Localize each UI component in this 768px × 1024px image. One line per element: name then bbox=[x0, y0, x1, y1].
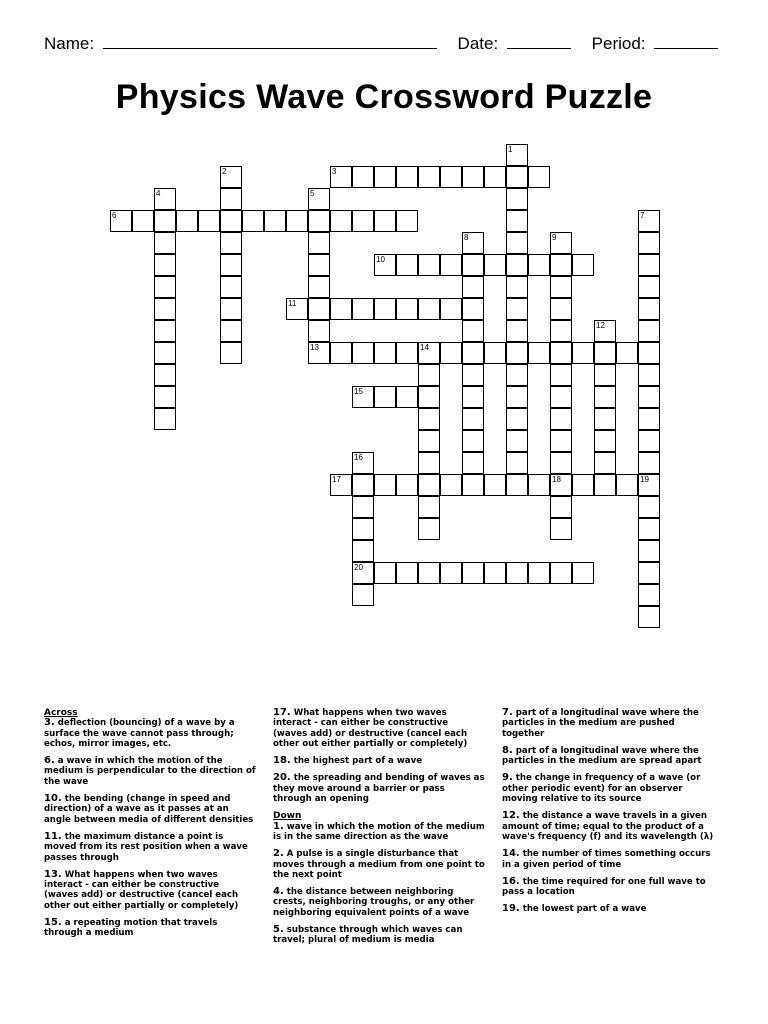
grid-cell[interactable] bbox=[418, 298, 440, 320]
grid-cell[interactable] bbox=[638, 518, 660, 540]
clue-down bbox=[502, 877, 717, 898]
page-title: Physics Wave Crossword Puzzle bbox=[115, 78, 653, 116]
clue-down bbox=[502, 849, 717, 870]
grid-cell[interactable] bbox=[220, 320, 242, 342]
clue-text: the bending (change in speed and direction) of a wave as it passes at an angle between media of different densities bbox=[44, 794, 254, 825]
grid-cell[interactable] bbox=[396, 210, 418, 232]
grid-cell[interactable] bbox=[264, 210, 286, 232]
grid-cell[interactable] bbox=[638, 386, 660, 408]
grid-cell[interactable] bbox=[352, 518, 374, 540]
grid-cell[interactable] bbox=[418, 166, 440, 188]
grid-cell[interactable] bbox=[440, 474, 462, 496]
clue-num: 7. bbox=[502, 707, 513, 718]
grid-cell[interactable] bbox=[352, 166, 374, 188]
clue-number: 5 bbox=[310, 189, 315, 198]
grid-cell[interactable] bbox=[418, 496, 440, 518]
grid-cell[interactable] bbox=[594, 408, 616, 430]
grid-cell[interactable] bbox=[638, 342, 660, 364]
clue-num: 19. bbox=[502, 903, 520, 915]
grid-cell[interactable] bbox=[550, 342, 572, 364]
clue-text: What happens when two waves interact - can either be constructive (waves add) or destructive (cancel each other out either partially or completely) bbox=[273, 708, 468, 749]
grid-cell[interactable] bbox=[440, 254, 462, 276]
grid-cell[interactable] bbox=[396, 474, 418, 496]
clue-across bbox=[44, 718, 256, 749]
grid-cell[interactable] bbox=[154, 364, 176, 386]
grid-cell[interactable] bbox=[506, 254, 528, 276]
clue-across bbox=[44, 918, 256, 939]
grid-cell[interactable] bbox=[638, 320, 660, 342]
grid-cell[interactable] bbox=[418, 474, 440, 496]
grid-cell[interactable] bbox=[638, 298, 660, 320]
grid-cell[interactable] bbox=[550, 562, 572, 584]
grid-cell[interactable] bbox=[308, 320, 330, 342]
clue-number: 7 bbox=[640, 211, 645, 220]
clue-text: part of a longitudinal wave where the particles in the medium are spread apart bbox=[502, 745, 702, 767]
grid-cell[interactable] bbox=[462, 386, 484, 408]
grid-cell[interactable] bbox=[638, 254, 660, 276]
grid-cell[interactable] bbox=[220, 232, 242, 254]
clue-number: 12 bbox=[596, 321, 605, 330]
clue-down bbox=[273, 849, 485, 880]
clue-text: the spreading and bending of waves as they move around a barrier or pass through an opening bbox=[273, 773, 485, 805]
clue-text: a repeating motion that travels through a medium bbox=[44, 918, 218, 939]
grid-cell[interactable] bbox=[484, 254, 506, 276]
grid-cell[interactable] bbox=[506, 364, 528, 386]
grid-cell[interactable] bbox=[462, 364, 484, 386]
grid-cell[interactable] bbox=[638, 364, 660, 386]
clue-text: What happens when two waves interact - can either be constructive (waves add) or destructive (cancel each other out either partially or completely) bbox=[44, 869, 239, 911]
clue-text: the maximum distance a point is moved from its rest position when a wave passes through bbox=[44, 831, 248, 863]
grid-cell[interactable] bbox=[506, 342, 528, 364]
grid-cell[interactable] bbox=[506, 232, 528, 254]
clue-text: the lowest part of a wave bbox=[519, 904, 647, 915]
grid-cell[interactable] bbox=[440, 562, 462, 584]
grid-cell[interactable] bbox=[638, 276, 660, 298]
clue-number: 13 bbox=[310, 343, 319, 352]
clue-text: the number of times something occurs in a given period of time bbox=[502, 849, 711, 870]
grid-cell[interactable] bbox=[506, 562, 528, 584]
grid-cell[interactable] bbox=[594, 386, 616, 408]
grid-cell[interactable] bbox=[132, 210, 154, 232]
clue-number: 16 bbox=[354, 453, 363, 462]
grid-cell[interactable] bbox=[462, 298, 484, 320]
grid-cell[interactable] bbox=[418, 518, 440, 540]
grid-cell[interactable] bbox=[638, 452, 660, 474]
grid-cell[interactable] bbox=[550, 518, 572, 540]
grid-cell[interactable] bbox=[374, 342, 396, 364]
clue-text: the distance between neighboring crests, neighboring troughs, or any other neighboring equivalent points of a wave bbox=[273, 887, 475, 918]
grid-cell[interactable] bbox=[638, 232, 660, 254]
clue-number: 17 bbox=[332, 475, 341, 484]
grid-cell[interactable] bbox=[572, 254, 594, 276]
grid-cell[interactable] bbox=[242, 210, 264, 232]
clue-down bbox=[502, 904, 717, 914]
clue-down bbox=[502, 746, 717, 767]
down-heading: Down bbox=[273, 811, 302, 822]
grid-cell[interactable] bbox=[572, 474, 594, 496]
grid-cell[interactable] bbox=[418, 452, 440, 474]
clue-text: A pulse is a single disturbance that moves through a medium from one point to the next point bbox=[273, 849, 485, 880]
grid-cell[interactable] bbox=[154, 298, 176, 320]
clue-down bbox=[273, 887, 485, 918]
grid-cell[interactable] bbox=[506, 320, 528, 342]
grid-cell[interactable] bbox=[220, 276, 242, 298]
grid-cell[interactable] bbox=[220, 342, 242, 364]
grid-cell[interactable] bbox=[550, 386, 572, 408]
grid-cell[interactable] bbox=[462, 320, 484, 342]
clue-column-3 bbox=[502, 708, 717, 922]
grid-cell[interactable] bbox=[462, 254, 484, 276]
clue-number: 18 bbox=[552, 475, 561, 484]
grid-cell[interactable] bbox=[154, 232, 176, 254]
clue-num: 3. bbox=[44, 717, 55, 729]
grid-cell[interactable] bbox=[396, 386, 418, 408]
grid-cell[interactable] bbox=[396, 562, 418, 584]
clue-num: 2. bbox=[273, 848, 284, 860]
date-label: Date: bbox=[457, 34, 499, 53]
clue-text: the change in frequency of a wave (or other periodic event) for an observer moving relative to its source bbox=[502, 773, 701, 805]
grid-cell[interactable] bbox=[550, 430, 572, 452]
name-label: Name: bbox=[44, 34, 95, 53]
clue-down bbox=[502, 773, 717, 804]
clue-text: part of a longitudinal wave where the particles in the medium are pushed together bbox=[502, 708, 699, 739]
grid-cell[interactable] bbox=[506, 188, 528, 210]
grid-cell[interactable] bbox=[638, 540, 660, 562]
grid-cell[interactable] bbox=[572, 562, 594, 584]
grid-cell[interactable] bbox=[462, 342, 484, 364]
grid-cell[interactable] bbox=[308, 298, 330, 320]
grid-cell[interactable] bbox=[462, 452, 484, 474]
grid-cell[interactable] bbox=[352, 496, 374, 518]
grid-cell[interactable] bbox=[638, 496, 660, 518]
grid-cell[interactable] bbox=[528, 166, 550, 188]
grid-cell[interactable] bbox=[462, 166, 484, 188]
grid-cell[interactable] bbox=[352, 540, 374, 562]
clue-num: 20. bbox=[273, 772, 291, 784]
grid-cell[interactable] bbox=[484, 166, 506, 188]
clue-down bbox=[502, 708, 717, 739]
grid-cell[interactable] bbox=[374, 166, 396, 188]
grid-cell[interactable] bbox=[638, 408, 660, 430]
grid-cell[interactable] bbox=[374, 210, 396, 232]
clue-down bbox=[273, 822, 485, 843]
grid-cell[interactable] bbox=[506, 386, 528, 408]
clue-num: 4. bbox=[273, 886, 284, 898]
grid-cell[interactable] bbox=[462, 408, 484, 430]
grid-cell[interactable] bbox=[330, 342, 352, 364]
grid-cell[interactable] bbox=[352, 342, 374, 364]
clue-num: 1. bbox=[273, 820, 284, 832]
clue-number: 14 bbox=[420, 343, 429, 352]
clue-number: 4 bbox=[156, 189, 161, 198]
grid-cell[interactable] bbox=[550, 496, 572, 518]
grid-cell[interactable] bbox=[638, 584, 660, 606]
clue-num: 14. bbox=[502, 848, 520, 860]
clue-across bbox=[273, 708, 485, 749]
grid-cell[interactable] bbox=[154, 210, 176, 232]
grid-cell[interactable] bbox=[462, 430, 484, 452]
grid-cell[interactable] bbox=[506, 474, 528, 496]
grid-cell[interactable] bbox=[616, 342, 638, 364]
grid-cell[interactable] bbox=[330, 210, 352, 232]
grid-cell[interactable] bbox=[352, 474, 374, 496]
period-label: Period: bbox=[591, 34, 646, 53]
clue-text: wave in which the motion of the medium is in the same direction as the wave bbox=[273, 821, 485, 842]
grid-cell[interactable] bbox=[396, 342, 418, 364]
grid-cell[interactable] bbox=[352, 210, 374, 232]
grid-cell[interactable] bbox=[484, 562, 506, 584]
clue-num: 11. bbox=[44, 830, 62, 842]
grid-cell[interactable] bbox=[220, 298, 242, 320]
clue-num: 8. bbox=[502, 744, 513, 756]
grid-cell[interactable] bbox=[198, 210, 220, 232]
grid-cell[interactable] bbox=[418, 562, 440, 584]
grid-cell[interactable] bbox=[506, 210, 528, 232]
grid-cell[interactable] bbox=[594, 452, 616, 474]
clue-number: 19 bbox=[640, 475, 649, 484]
grid-cell[interactable] bbox=[440, 342, 462, 364]
grid-cell[interactable] bbox=[484, 342, 506, 364]
grid-cell[interactable] bbox=[550, 254, 572, 276]
grid-cell[interactable] bbox=[462, 474, 484, 496]
grid-cell[interactable] bbox=[396, 254, 418, 276]
grid-cell[interactable] bbox=[154, 408, 176, 430]
clue-text: the distance a wave travels in a given amount of time; equal to the product of a wave's frequency (f) and its wavelength (λ) bbox=[502, 811, 714, 842]
clue-down bbox=[273, 925, 485, 946]
grid-cell[interactable] bbox=[506, 276, 528, 298]
clue-text: deflection (bouncing) of a wave by a surface the wave cannot pass through; echos, mirror images, etc. bbox=[44, 718, 235, 749]
grid-cell[interactable] bbox=[638, 430, 660, 452]
clue-across bbox=[44, 870, 256, 911]
grid-cell[interactable] bbox=[594, 364, 616, 386]
grid-cell[interactable] bbox=[594, 474, 616, 496]
grid-cell[interactable] bbox=[220, 210, 242, 232]
grid-cell[interactable] bbox=[286, 210, 308, 232]
grid-cell[interactable] bbox=[440, 166, 462, 188]
clue-num: 13. bbox=[44, 868, 62, 880]
grid-cell[interactable] bbox=[330, 298, 352, 320]
grid-cell[interactable] bbox=[550, 452, 572, 474]
grid-cell[interactable] bbox=[528, 562, 550, 584]
grid-cell[interactable] bbox=[440, 298, 462, 320]
clue-number: 11 bbox=[288, 299, 297, 308]
grid-cell[interactable] bbox=[374, 386, 396, 408]
grid-cell[interactable] bbox=[418, 364, 440, 386]
clue-number: 8 bbox=[464, 233, 469, 242]
clue-across bbox=[44, 832, 256, 863]
clue-text: a wave in which the motion of the medium is perpendicular to the direction of the wave bbox=[44, 756, 256, 787]
grid-cell[interactable] bbox=[396, 166, 418, 188]
clue-column-2 bbox=[273, 708, 485, 953]
clue-num: 17. bbox=[273, 707, 291, 718]
grid-cell[interactable] bbox=[154, 276, 176, 298]
clue-number: 15 bbox=[354, 387, 363, 396]
clue-column-1 bbox=[44, 708, 256, 946]
grid-cell[interactable] bbox=[638, 562, 660, 584]
grid-cell[interactable] bbox=[484, 474, 506, 496]
grid-cell[interactable] bbox=[594, 342, 616, 364]
clue-num: 12. bbox=[502, 810, 520, 822]
grid-cell[interactable] bbox=[528, 254, 550, 276]
grid-cell[interactable] bbox=[352, 298, 374, 320]
grid-cell[interactable] bbox=[506, 408, 528, 430]
clue-num: 10. bbox=[44, 793, 62, 805]
grid-cell[interactable] bbox=[154, 254, 176, 276]
grid-cell[interactable] bbox=[220, 254, 242, 276]
clue-num: 6. bbox=[44, 755, 55, 767]
grid-cell[interactable] bbox=[638, 606, 660, 628]
clue-num: 18. bbox=[273, 755, 291, 767]
grid-cell[interactable] bbox=[594, 430, 616, 452]
clue-num: 15. bbox=[44, 917, 62, 929]
clue-number: 2 bbox=[222, 167, 227, 176]
grid-cell[interactable] bbox=[550, 364, 572, 386]
clue-across bbox=[273, 756, 485, 766]
clue-text: substance through which waves can travel; plural of medium is media bbox=[273, 925, 463, 946]
grid-cell[interactable] bbox=[308, 276, 330, 298]
grid-cell[interactable] bbox=[418, 408, 440, 430]
clue-number: 10 bbox=[376, 255, 385, 264]
clue-across bbox=[44, 794, 256, 825]
grid-cell[interactable] bbox=[396, 298, 418, 320]
across-heading: Across bbox=[44, 708, 78, 718]
grid-cell[interactable] bbox=[418, 386, 440, 408]
grid-cell[interactable] bbox=[418, 430, 440, 452]
grid-cell[interactable] bbox=[572, 342, 594, 364]
grid-cell[interactable] bbox=[462, 276, 484, 298]
clue-down bbox=[502, 811, 717, 842]
clue-text: the time required for one full wave to pass a location bbox=[502, 876, 706, 898]
grid-cell[interactable] bbox=[176, 210, 198, 232]
clue-number: 3 bbox=[332, 167, 337, 176]
grid-cell[interactable] bbox=[308, 254, 330, 276]
clue-num: 5. bbox=[273, 924, 284, 936]
grid-cell[interactable] bbox=[616, 474, 638, 496]
grid-cell[interactable] bbox=[308, 232, 330, 254]
grid-cell[interactable] bbox=[352, 584, 374, 606]
grid-cell[interactable] bbox=[506, 166, 528, 188]
clue-across bbox=[273, 773, 485, 804]
clue-across bbox=[44, 756, 256, 787]
grid-cell[interactable] bbox=[550, 408, 572, 430]
clue-number: 20 bbox=[354, 563, 363, 572]
grid-cell[interactable] bbox=[308, 210, 330, 232]
grid-cell[interactable] bbox=[528, 342, 550, 364]
grid-cell[interactable] bbox=[154, 320, 176, 342]
clue-num: 16. bbox=[502, 875, 520, 887]
clue-num: 9. bbox=[502, 772, 513, 784]
grid-cell[interactable] bbox=[550, 320, 572, 342]
grid-cell[interactable] bbox=[506, 430, 528, 452]
grid-cell[interactable] bbox=[550, 298, 572, 320]
grid-cell[interactable] bbox=[550, 276, 572, 298]
clue-number: 1 bbox=[508, 145, 513, 154]
clue-number: 6 bbox=[112, 211, 117, 220]
grid-cell[interactable] bbox=[418, 254, 440, 276]
grid-cell[interactable] bbox=[506, 298, 528, 320]
clue-number: 9 bbox=[552, 233, 557, 242]
grid-cell[interactable] bbox=[528, 474, 550, 496]
grid-cell[interactable] bbox=[462, 562, 484, 584]
grid-cell[interactable] bbox=[154, 386, 176, 408]
grid-cell[interactable] bbox=[374, 562, 396, 584]
grid-cell[interactable] bbox=[506, 452, 528, 474]
grid-cell[interactable] bbox=[220, 188, 242, 210]
grid-cell[interactable] bbox=[374, 298, 396, 320]
grid-cell[interactable] bbox=[154, 342, 176, 364]
clue-text: the highest part of a wave bbox=[290, 756, 423, 767]
grid-cell[interactable] bbox=[374, 474, 396, 496]
